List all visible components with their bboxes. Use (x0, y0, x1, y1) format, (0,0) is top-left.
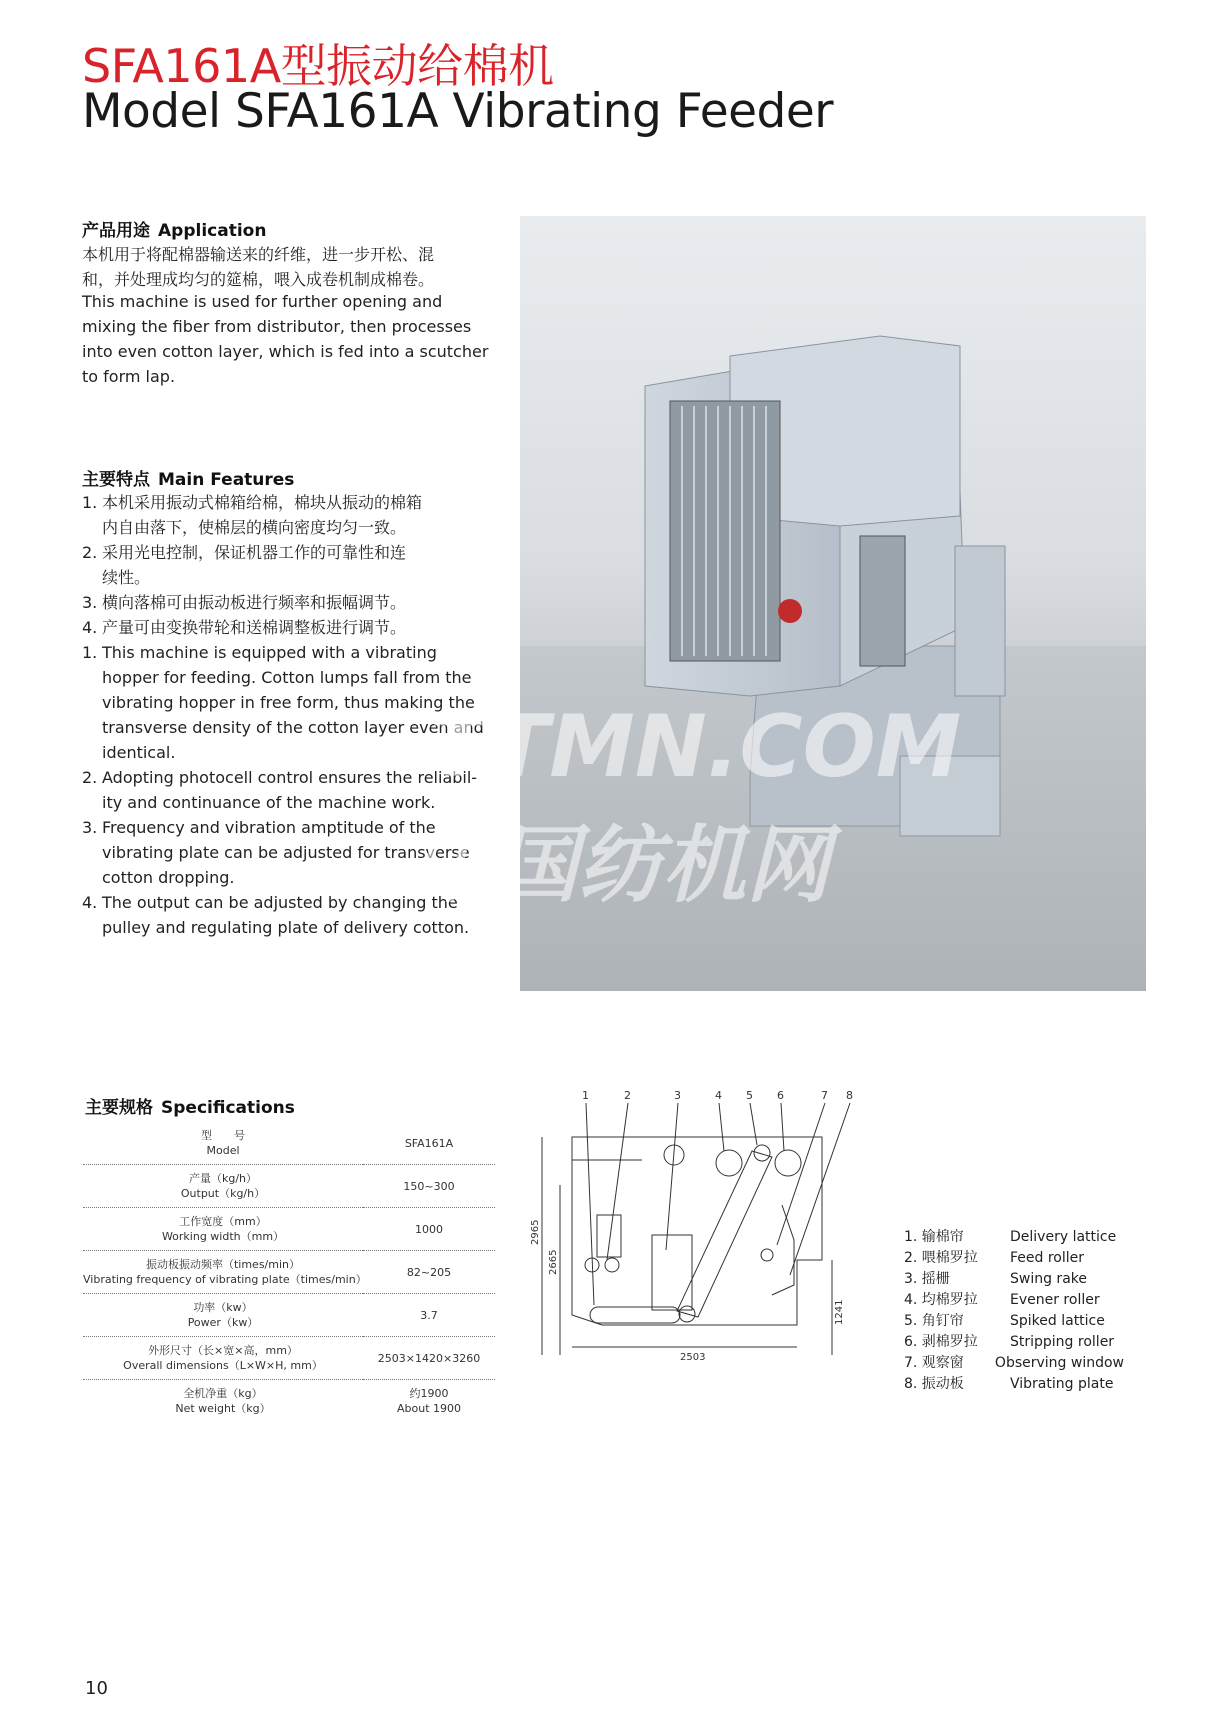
spec-label-en: Vibrating frequency of vibrating plate（times/min） (83, 1273, 367, 1286)
callout-5: 5 (746, 1089, 753, 1102)
diagram-legend (904, 1227, 1124, 1395)
side-box (955, 546, 1005, 696)
spec-label-cn: 功率（kw） (193, 1301, 253, 1314)
legend-cn: 7. 观察窗 (904, 1355, 964, 1371)
stripping-roller-shape (775, 1150, 801, 1176)
legend-en: Spiked lattice (1010, 1313, 1105, 1329)
spec-label (83, 1380, 363, 1423)
feature-line: 内自由落下，使棉层的横向密度均匀一致。 (102, 518, 407, 537)
spec-row (83, 1208, 495, 1251)
evener-roller-shape (716, 1150, 742, 1176)
legend-cn: 2. 喂棉罗拉 (904, 1250, 978, 1266)
feature-number: 2. (82, 768, 98, 787)
feature-line: 横向落棉可由振动板进行频率和振幅调节。 (102, 593, 407, 612)
legend-row (904, 1269, 1124, 1290)
spec-value (363, 1294, 495, 1337)
legend-row (904, 1227, 1124, 1248)
legend-en: Evener roller (1010, 1292, 1100, 1308)
delivery-lattice-shape (590, 1307, 680, 1323)
callout-1: 1 (582, 1089, 589, 1102)
dim-height-total: 2965 (530, 1219, 541, 1245)
leader-7 (777, 1103, 825, 1245)
spec-value (363, 1380, 495, 1423)
machine-photo (410, 216, 1146, 991)
title-english: Model SFA161A Vibrating Feeder (82, 84, 834, 139)
feature-line: cotton dropping. (102, 868, 235, 887)
leader-1 (586, 1103, 594, 1305)
features-heading-en: Main Features (158, 470, 295, 490)
page-number: 10 (85, 1678, 108, 1699)
callout-2: 2 (624, 1089, 631, 1102)
diagram-drawing (532, 1085, 892, 1405)
leader-8 (790, 1103, 850, 1275)
application-heading-cn: 产品用途 (82, 221, 150, 241)
leader-6 (781, 1103, 784, 1151)
spec-row (83, 1122, 495, 1165)
callout-6: 6 (777, 1089, 784, 1102)
photocell-box (597, 1215, 621, 1257)
application-heading-en: Application (158, 221, 267, 241)
spec-value (363, 1208, 495, 1251)
title-chinese: SFA161A型振动给棉机 (82, 39, 554, 93)
spec-value (363, 1165, 495, 1208)
legend-cn: 1. 输棉帘 (904, 1229, 964, 1245)
legend-row (904, 1248, 1124, 1269)
feature-number: 3. (82, 818, 98, 837)
legend-en: Swing rake (1010, 1271, 1087, 1287)
feature-number: 4. (82, 893, 98, 912)
watermark-text-2: 中国纺机网 (410, 816, 831, 914)
feature-line: The output can be adjusted by changing the (102, 893, 458, 912)
feature-line: hopper for feeding. Cotton lumps fall from the (102, 668, 472, 687)
lower-roller-right (605, 1258, 619, 1272)
feature-item (82, 540, 502, 590)
application-en-line: mixing the fiber from distributor, then processes (82, 317, 472, 336)
feature-line: pulley and regulating plate of delivery cotton. (102, 918, 470, 937)
feature-number: 1. (82, 493, 98, 512)
dim-width: 2503 (680, 1352, 706, 1363)
legend-en: Feed roller (1010, 1250, 1085, 1266)
legend-en: Stripping roller (1010, 1334, 1115, 1350)
spec-label-en: Power（kw） (187, 1316, 259, 1329)
leader-5 (750, 1103, 757, 1145)
callout-8: 8 (846, 1089, 853, 1102)
spec-label (83, 1208, 363, 1251)
spec-value-text-2: About 1900 (396, 1402, 461, 1415)
legend-cn: 5. 角钉帘 (904, 1313, 964, 1329)
legend-row (904, 1311, 1124, 1332)
leader-2 (607, 1103, 628, 1260)
legend-row (904, 1353, 1124, 1374)
spec-row (83, 1337, 495, 1380)
machine-outline (572, 1137, 822, 1325)
features-list-cn (82, 490, 502, 640)
spec-label-cn: 产量（kg/h） (188, 1172, 258, 1185)
spiked-lattice-shape (677, 1151, 772, 1317)
window-grille (670, 401, 780, 661)
legend-cn: 4. 均棉罗拉 (904, 1292, 978, 1308)
spec-label-en: Output（kg/h） (180, 1187, 266, 1200)
spec-label-cn: 全机净重（kg） (183, 1387, 263, 1400)
features-heading (82, 465, 302, 490)
application-text-en (82, 289, 502, 389)
spec-label-en: Model (206, 1144, 240, 1157)
machine-illustration (410, 216, 1146, 991)
dim-height-inner: 2665 (548, 1249, 559, 1275)
application-heading (82, 216, 274, 241)
feature-line: 产量可由变换带轮和送棉调整板进行调节。 (102, 618, 407, 637)
cross-section-diagram (532, 1085, 892, 1405)
dim-height-right: 1241 (834, 1299, 845, 1325)
feature-item (82, 615, 502, 640)
spec-label-cn: 振动板振动频率（times/min） (145, 1258, 301, 1271)
legend-en: Vibrating plate (1010, 1376, 1114, 1392)
application-en-line: to form lap. (82, 367, 176, 386)
feature-line: identical. (102, 743, 176, 762)
swing-rake-box (652, 1235, 692, 1310)
specifications-heading-cn: 主要规格 (85, 1098, 153, 1118)
spec-value-text: 150~300 (403, 1179, 455, 1193)
feature-item (82, 490, 502, 540)
feature-number: 2. (82, 543, 98, 562)
spec-value-text: 约1900 (409, 1387, 449, 1400)
legend-en: Observing window (994, 1355, 1124, 1371)
specifications-heading-en: Specifications (161, 1098, 295, 1118)
feature-line: transverse density of the cotton layer even and (102, 718, 484, 737)
legend-row (904, 1290, 1124, 1311)
spec-row (83, 1165, 495, 1208)
legend-cn: 6. 剥棉罗拉 (904, 1334, 978, 1350)
specifications-table (83, 1122, 495, 1422)
red-mechanism (778, 599, 802, 623)
feature-line: This machine is equipped with a vibrating (102, 643, 437, 662)
spec-label-en: Net weight（kg） (175, 1402, 271, 1415)
small-roller-shape (761, 1249, 773, 1261)
features-heading-cn: 主要特点 (82, 470, 150, 490)
vibrating-plate-shape (772, 1205, 794, 1295)
feature-line: vibrating hopper in free form, thus making the (102, 693, 475, 712)
spec-label-cn: 型 号 (201, 1129, 245, 1142)
spec-value-text: SFA161A (404, 1136, 454, 1150)
spec-label-en: Overall dimensions（L×W×H, mm） (123, 1359, 323, 1372)
spec-label-cn: 外形尺寸（长×宽×高，mm） (148, 1344, 298, 1357)
feature-line: 续性。 (102, 568, 151, 587)
spec-label-cn: 工作宽度（mm） (179, 1215, 267, 1228)
feature-number: 1. (82, 643, 98, 662)
spec-value (363, 1251, 495, 1294)
callout-7: 7 (821, 1089, 828, 1102)
spec-label (83, 1122, 363, 1165)
callout-4: 4 (715, 1089, 722, 1102)
leader-3 (666, 1103, 678, 1250)
spec-row (83, 1294, 495, 1337)
legend-cn: 8. 振动板 (904, 1376, 964, 1392)
feature-line: Frequency and vibration amptitude of the (102, 818, 436, 837)
spec-value-text: 82~205 (406, 1265, 452, 1279)
spec-value (363, 1337, 495, 1380)
feature-number: 3. (82, 593, 98, 612)
legend-cn: 3. 摇栅 (904, 1271, 950, 1287)
application-en-line: This machine is used for further opening and (82, 292, 443, 311)
callout-3: 3 (674, 1089, 681, 1102)
legend-row (904, 1374, 1124, 1395)
feature-item (82, 590, 502, 615)
feature-line: 本机采用振动式棉箱给棉，棉块从振动的棉箱 (102, 493, 423, 512)
spec-row (83, 1251, 495, 1294)
application-en-line: into even cotton layer, which is fed into a scutcher (82, 342, 489, 361)
legend-en: Delivery lattice (1010, 1229, 1117, 1245)
observing-window (860, 536, 905, 666)
application-cn-line: 本机用于将配棉器输送来的纤维，进一步开松、混 (82, 245, 435, 264)
feature-line: ity and continuance of the machine work. (102, 793, 436, 812)
feature-line: 采用光电控制，保证机器工作的可靠性和连 (102, 543, 407, 562)
leader-4 (719, 1103, 724, 1151)
feature-line: Adopting photocell control ensures the reliabil- (102, 768, 478, 787)
feature-number: 4. (82, 618, 98, 637)
spec-label (83, 1251, 367, 1294)
feature-line: vibrating plate can be adjusted for transverse (102, 843, 470, 862)
spec-row (83, 1380, 495, 1423)
spec-value-text: 1000 (415, 1222, 443, 1236)
spec-label (83, 1337, 363, 1380)
legend-row (904, 1332, 1124, 1353)
specifications-heading (85, 1093, 303, 1118)
spec-value (363, 1122, 495, 1165)
watermark-text-1: TTMN.COM (430, 697, 962, 797)
spec-label (83, 1165, 363, 1208)
lattice-top-pulley (754, 1145, 770, 1161)
application-cn-line: 和，并处理成均匀的筵棉，喂入成卷机制成棉卷。 (82, 270, 435, 289)
spec-label-en: Working width（mm） (161, 1230, 285, 1243)
spec-value-text: 2503×1420×3260 (377, 1351, 481, 1365)
spec-label (83, 1294, 363, 1337)
spec-value-text: 3.7 (420, 1308, 438, 1322)
application-text-cn (82, 242, 502, 292)
